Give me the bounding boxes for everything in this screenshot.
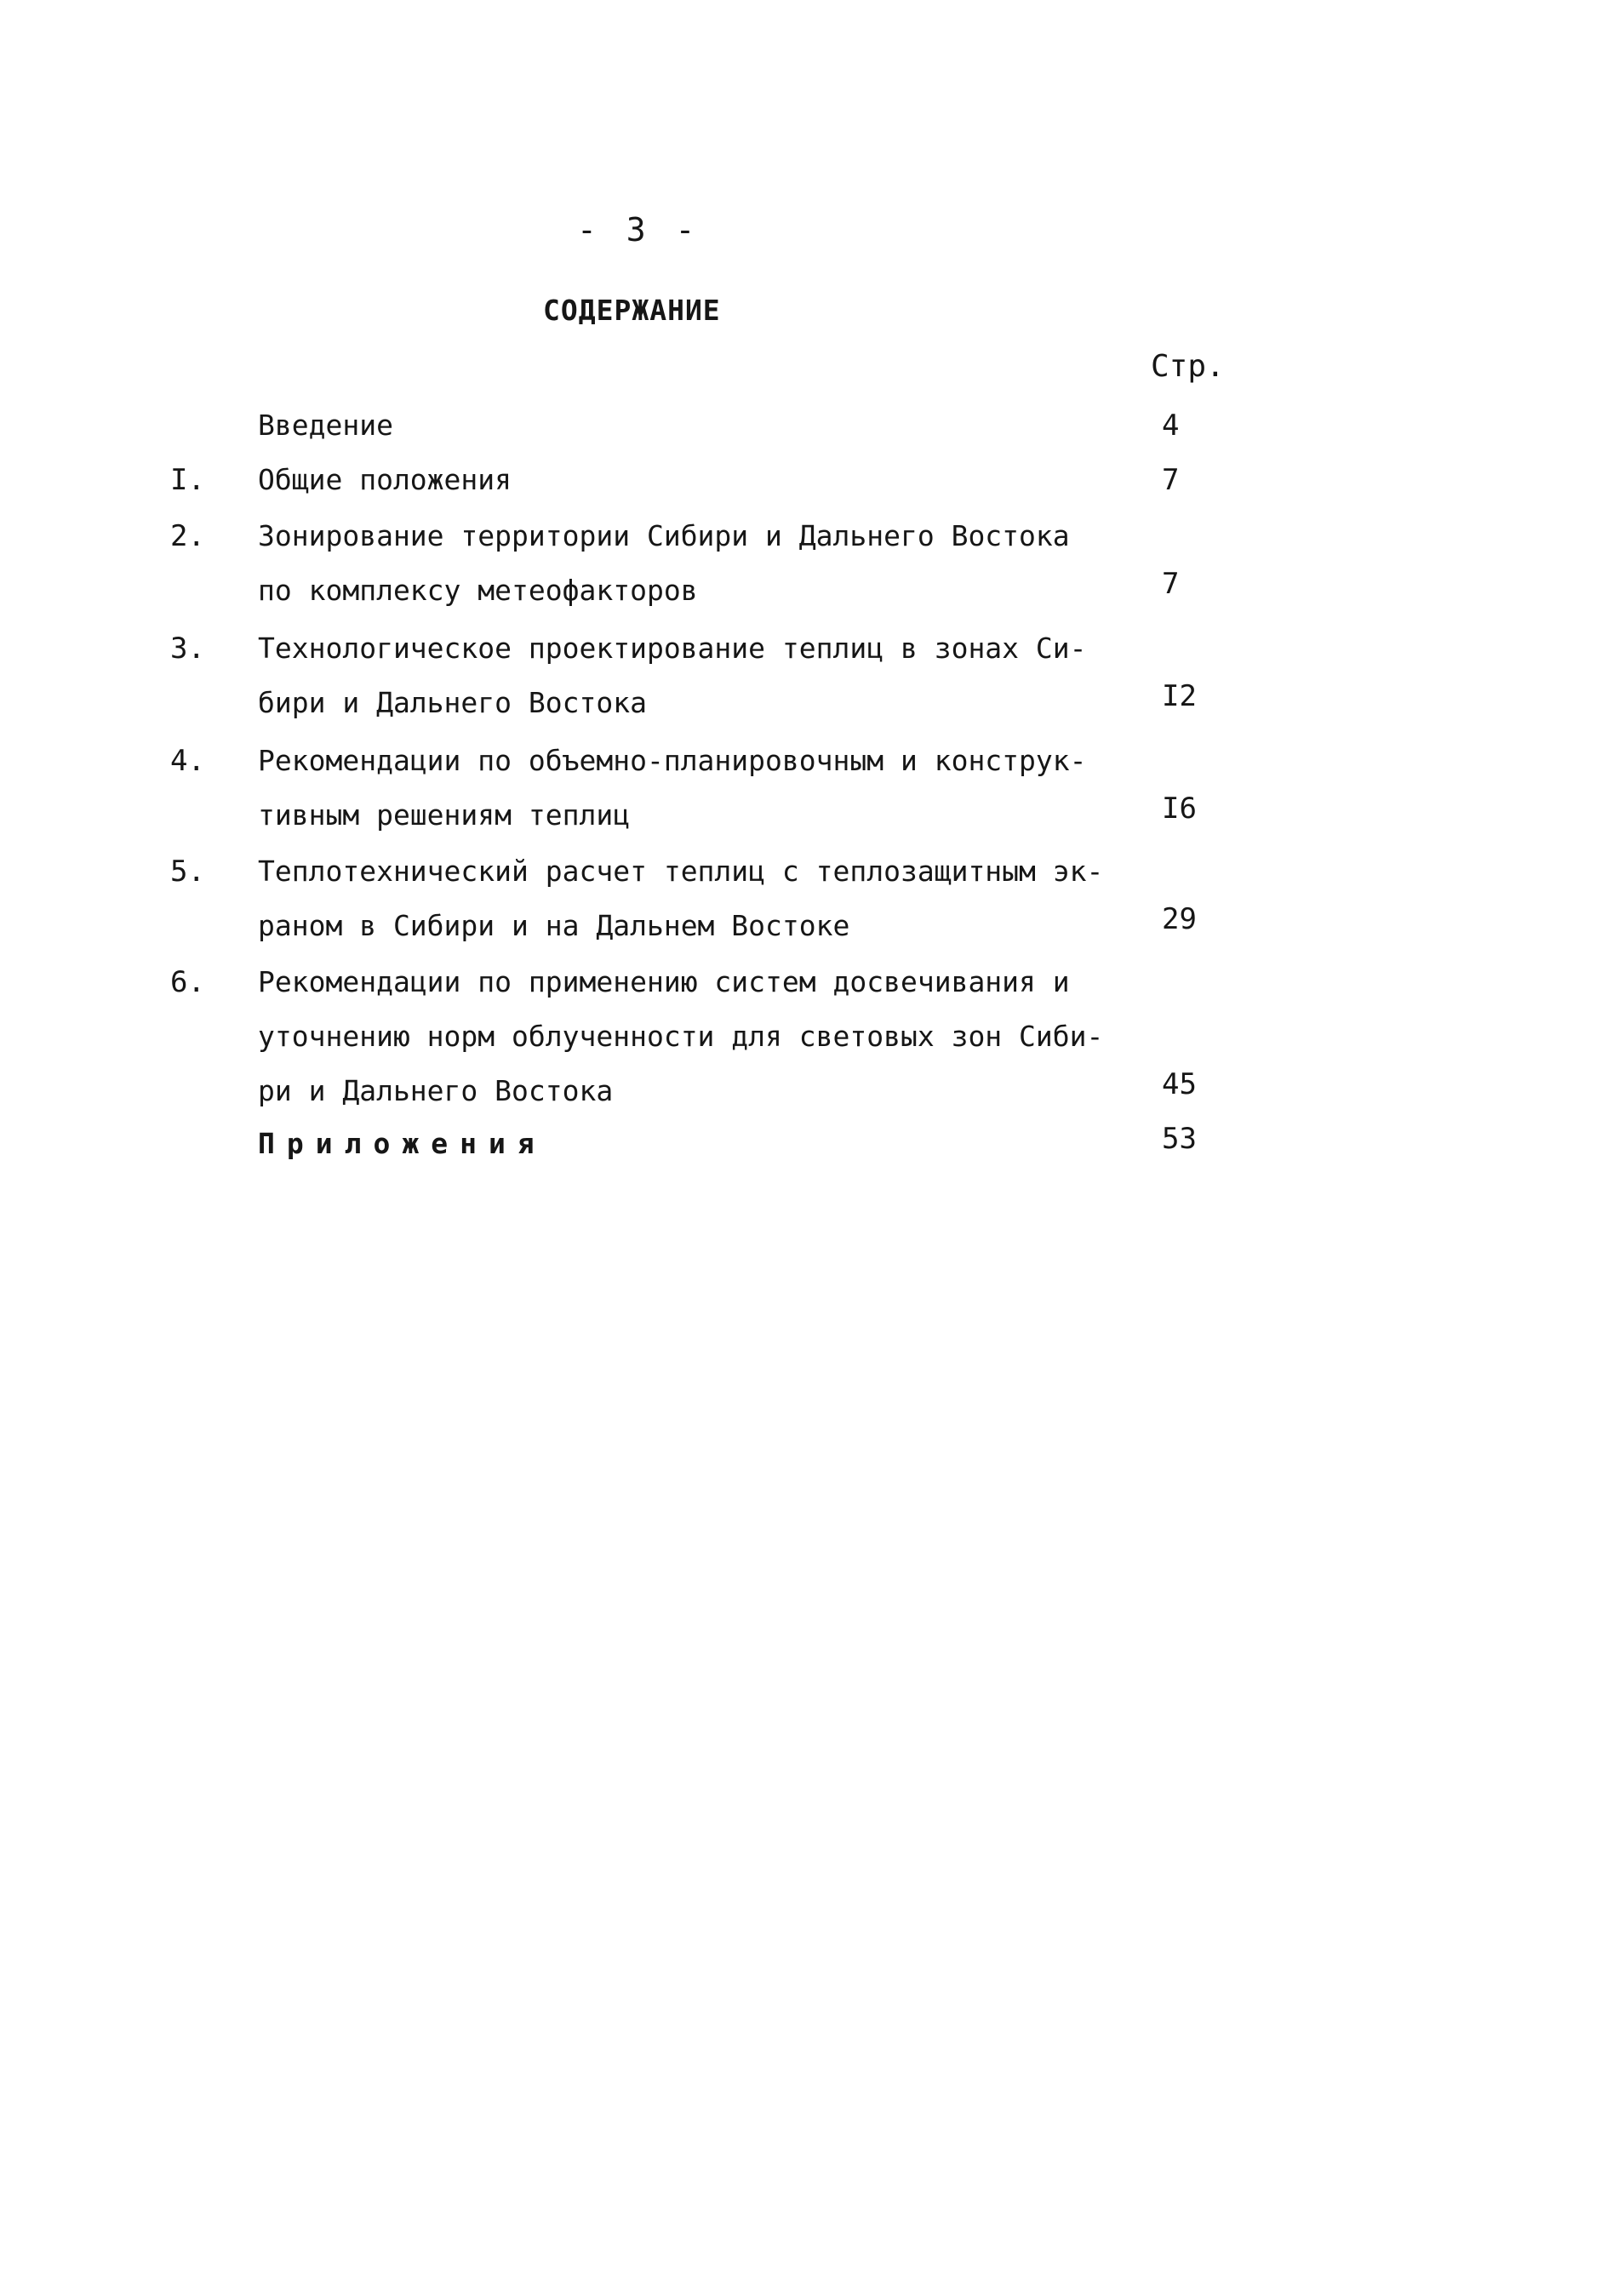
toc-entry-page: 4 — [1162, 409, 1180, 443]
toc-entry-number: 3. — [170, 632, 205, 666]
toc-entry-text: уточнению норм облученности для световых зон Сиби- — [258, 1020, 1104, 1053]
toc-entry-text: Общие положения — [258, 463, 512, 496]
toc-entry-page: 53 — [1162, 1122, 1197, 1156]
page-column-header: Стр. — [1151, 349, 1225, 384]
toc-entry-2-line-2 — [0, 567, 1624, 609]
toc-entry-3-line-2 — [0, 679, 1624, 722]
toc-entry-text: ри и Дальнего Востока — [258, 1074, 614, 1107]
toc-entry-6-line-1 — [0, 963, 1624, 1001]
toc-entry-page: 7 — [1162, 567, 1180, 601]
toc-entry-text: тивным решениям теплиц — [258, 798, 631, 832]
toc-entry-number: 6. — [170, 965, 205, 999]
toc-entry-text: Рекомендации по применению систем досвечивания и — [258, 965, 1070, 998]
toc-entry-number: 5. — [170, 855, 205, 889]
toc-entry-6-line-2 — [0, 1018, 1624, 1055]
toc-entry-4-line-2 — [0, 792, 1624, 834]
toc-entry-text: Введение — [258, 409, 393, 442]
toc-entry-1 — [0, 461, 1624, 499]
toc-entry-text: по комплексу метеофакторов — [258, 574, 698, 607]
toc-entry-text: Технологическое проектирование теплиц в зонах Си- — [258, 632, 1087, 665]
toc-entry-4-line-1 — [0, 742, 1624, 780]
contents-title: СОДЕРЖАНИЕ — [543, 294, 721, 327]
toc-entry-text: бири и Дальнего Востока — [258, 686, 647, 719]
toc-entry-page: I6 — [1162, 792, 1197, 826]
toc-entry-number: I. — [170, 463, 205, 497]
toc-entry-2-line-1 — [0, 517, 1624, 555]
toc-entry-page: I2 — [1162, 679, 1197, 713]
toc-entry-number: 2. — [170, 519, 205, 553]
toc-entry-introduction — [0, 407, 1624, 444]
toc-entry-page: 29 — [1162, 902, 1197, 936]
toc-entry-3-line-1 — [0, 630, 1624, 667]
toc-entry-5-line-1 — [0, 853, 1624, 890]
toc-entry-6-line-3 — [0, 1067, 1624, 1110]
toc-entry-text: Зонирование территории Сибири и Дальнего Востока — [258, 519, 1070, 552]
toc-entry-page: 45 — [1162, 1067, 1197, 1101]
toc-entry-5-line-2 — [0, 902, 1624, 945]
toc-entry-appendices — [0, 1122, 1624, 1163]
toc-entry-number: 4. — [170, 744, 205, 778]
page-number: - 3 - — [577, 211, 700, 249]
toc-entry-text: Теплотехнический расчет теплиц с теплозащитным эк- — [258, 855, 1104, 888]
toc-entry-text: Рекомендации по объемно-планировочным и конструк- — [258, 744, 1087, 777]
toc-entry-text: раном в Сибири и на Дальнем Востоке — [258, 909, 850, 942]
toc-entry-text: Приложения — [258, 1127, 546, 1160]
toc-entry-page: 7 — [1162, 463, 1180, 497]
